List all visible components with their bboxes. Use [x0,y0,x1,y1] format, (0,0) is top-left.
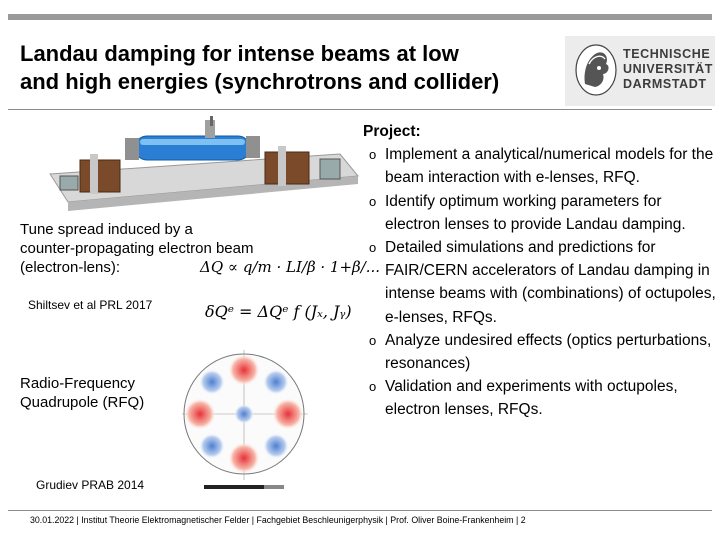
bullet-text: Detailed simulations and predictions for FAIR/CERN accelerators of Landau damping in intense beams with (combinations) of octupoles, e-lenses, RFQs. [385,239,716,326]
title-line-1: Landau damping for intense beams at low [20,41,459,66]
athena-seal-icon [575,44,617,96]
project-bullet [363,143,719,189]
footer-separator: | [249,515,257,525]
logo-line-2: UNIVERSITÄT [623,62,713,76]
footer-department: Fachgebiet Beschleunigerphysik [256,515,384,525]
slide-footer [30,515,526,525]
rfq-label [20,374,144,412]
rfq-line-2: Quadrupole (RFQ) [20,394,145,411]
tune-shift-formula: ΔQ ∝ q/m · LI/β · 1+β/... [200,258,381,276]
shiltsev-reference: Shiltsev et al PRL 2017 [28,298,153,312]
logo-line-3: DARMSTADT [623,77,707,91]
bullet-text: Analyze undesired effects (optics perturbations, resonances) [385,331,712,373]
footer-separator: | [383,515,391,525]
bullet-text: Implement a analytical/numerical models for the beam interaction with e-lenses, RFQ. [385,146,714,187]
bullet-marker-icon: o [369,379,377,395]
slide-title [20,40,560,96]
project-bullet [363,190,719,236]
tu-darmstadt-logo [565,36,715,106]
title-line-2: and high energies (synchrotrons and collider) [20,69,500,94]
bullet-marker-icon: o [369,240,377,256]
bullet-marker-icon: o [369,193,377,209]
elens-line-1: Tune spread induced by a [20,221,193,238]
footer-author: Prof. Oliver Boine-Frankenheim [390,515,514,525]
rfq-line-1: Radio-Frequency [20,375,136,392]
rfq-field-map [176,348,326,493]
project-panel [363,120,719,422]
footer-separator: | [513,515,521,525]
bullet-text: Validation and experiments with octupoles, electron lenses, RFQs. [385,378,678,419]
footer-rule [8,510,712,511]
elens-line-3: (electron-lens): [20,259,121,276]
footer-page-number: 2 [520,515,526,525]
top-rule [8,14,712,20]
bullet-text: Identify optimum working parameters for electron lenses to provide Landau damping. [385,192,686,233]
electron-lens-illustration [40,114,360,224]
header-divider [8,109,712,110]
logo-wordmark [623,47,713,92]
bullet-marker-icon: o [369,147,377,163]
grudiev-reference: Grudiev PRAB 2014 [36,478,145,492]
footer-date: 30.01.2022 [30,515,75,525]
bullet-marker-icon: o [369,332,377,348]
footer-institute: Institut Theorie Elektromagnetischer Felder [81,515,250,525]
logo-line-1: TECHNISCHE [623,47,711,61]
project-bullet [363,329,719,375]
footer-separator: | [74,515,82,525]
project-heading: Project: [363,123,421,140]
project-bullet [363,375,719,421]
project-bullet-list [363,143,719,421]
tune-spread-formula: δQᵉ = ΔQᵉ f (Jₓ, Jᵧ) [205,302,352,321]
elens-line-2: counter-propagating electron beam [20,240,254,257]
project-bullet [363,236,719,329]
